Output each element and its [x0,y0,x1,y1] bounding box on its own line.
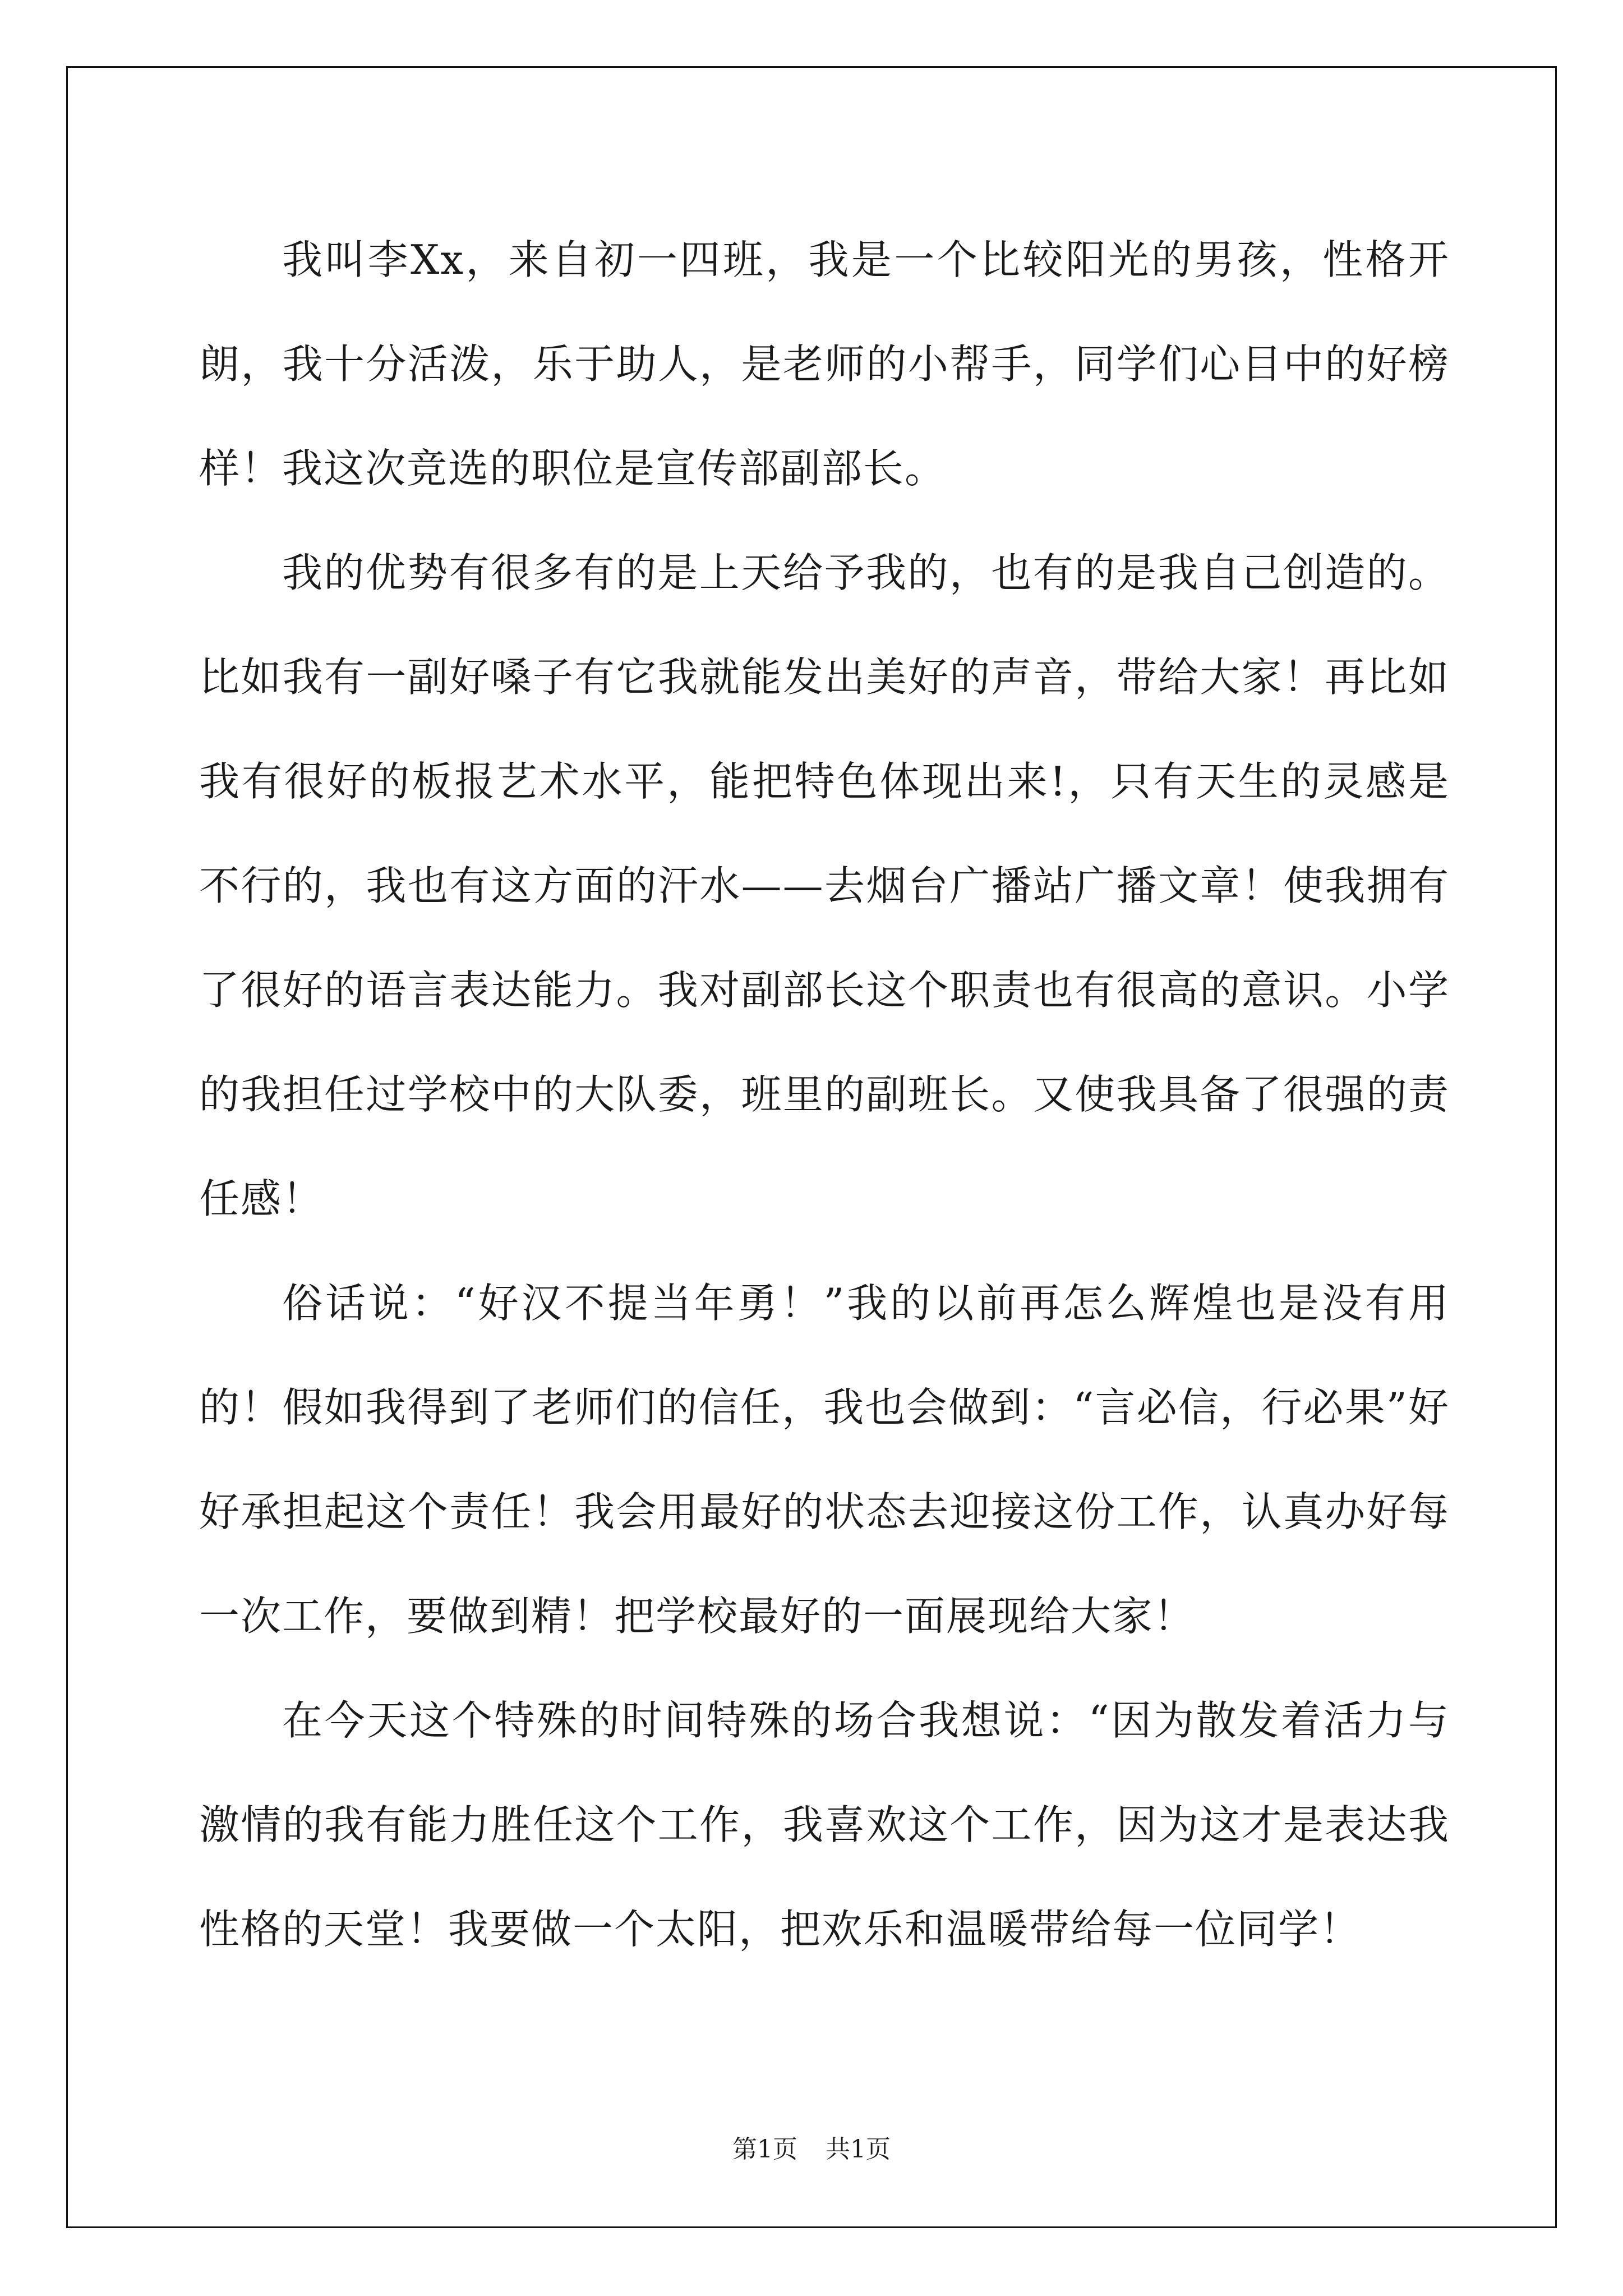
page-number: 第1页 [732,2135,797,2164]
paragraph-2: 我的优势有很多有的是上天给予我的，也有的是我自己创造的。比如我有一副好嗓子有它我就能发出美好的声音，带给大家！再比如我有很好的板报艺术水平，能把特色体现出来!，只有天生的灵感是不行的，我也有这方面的汗水——去烟台广播站广播文章！使我拥有了很好的语言表达能力。我对副部长这个职责也有很高的意识。小学的我担任过学校中的大队委，班里的副班长。又使我具备了很强的责任感！ [199,549,1450,1222]
document-body [199,208,1450,1981]
page-total: 共1页 [826,2135,891,2164]
paragraph-4: 在今天这个特殊的时间特殊的场合我想说：“因为散发着活力与激情的我有能力胜任这个工作，我喜欢这个工作，因为这才是表达我性格的天堂！我要做一个太阳，把欢乐和温暖带给每一位同学！ [199,1697,1450,1953]
page-footer [0,2129,1623,2165]
paragraph-1: 我叫李Xx，来自初一四班，我是一个比较阳光的男孩，性格开朗，我十分活泼，乐于助人，是老师的小帮手，同学们心目中的好榜样！我这次竞选的职位是宣传部副部长。 [199,236,1450,492]
paragraph-3: 俗话说：“好汉不提当年勇！”我的以前再怎么辉煌也是没有用的！假如我得到了老师们的信任，我也会做到：“言必信，行必果”好好承担起这个责任！我会用最好的状态去迎接这份工作，认真办好每一次工作，要做到精！把学校最好的一面展现给大家！ [199,1280,1450,1640]
